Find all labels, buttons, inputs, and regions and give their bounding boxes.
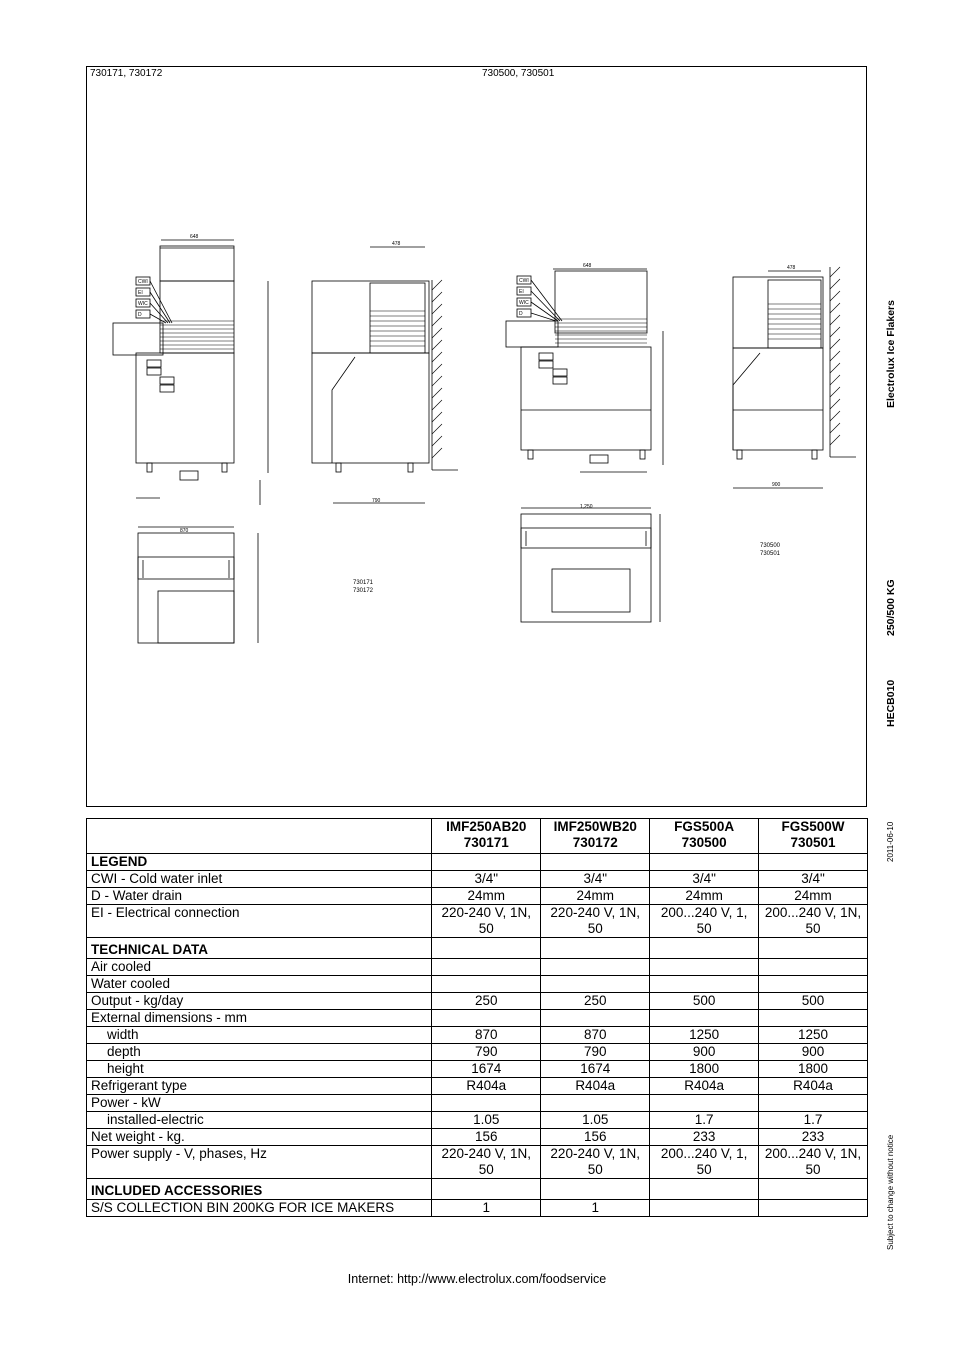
row-value — [432, 959, 541, 976]
row-value: 156 — [432, 1129, 541, 1146]
row-label: Water cooled — [87, 976, 432, 993]
section-empty-cell — [541, 1179, 650, 1200]
spec-table — [86, 818, 868, 1217]
callout-wic: WIC — [138, 301, 148, 307]
model-code: 730172 — [572, 835, 618, 850]
row-label: CWI - Cold water inlet — [87, 871, 432, 888]
row-label: S/S COLLECTION BIN 200KG FOR ICE MAKERS — [87, 1200, 432, 1217]
row-value — [759, 1095, 868, 1112]
table-row — [87, 1095, 868, 1112]
table-row — [87, 888, 868, 905]
row-value: 250 — [541, 993, 650, 1010]
model-header — [650, 819, 759, 854]
row-value: 1674 — [541, 1061, 650, 1078]
row-value: 1250 — [759, 1027, 868, 1044]
row-value: 220-240 V, 1N, 50 — [432, 905, 541, 938]
row-value: R404a — [541, 1078, 650, 1095]
callout-ei-right: EI — [519, 289, 524, 295]
row-value — [759, 1010, 868, 1027]
table-row — [87, 976, 868, 993]
row-label: Power supply - V, phases, Hz — [87, 1146, 432, 1179]
row-value — [650, 1010, 759, 1027]
row-value: 500 — [650, 993, 759, 1010]
section-empty-cell — [759, 938, 868, 959]
row-value: 1.7 — [650, 1112, 759, 1129]
drawing-label-left: 730171 730172 — [353, 580, 374, 594]
row-value: R404a — [650, 1078, 759, 1095]
callout-wic-right: WIC — [519, 300, 529, 306]
row-label: Output - kg/day — [87, 993, 432, 1010]
side-product: Electrolux Ice Flakers — [885, 300, 897, 408]
row-value: 24mm — [541, 888, 650, 905]
row-value: 1800 — [759, 1061, 868, 1078]
row-value: 250 — [432, 993, 541, 1010]
model-header — [759, 819, 868, 854]
section-empty-cell — [759, 1179, 868, 1200]
section-title: TECHNICAL DATA — [87, 938, 432, 959]
row-label: height — [87, 1061, 432, 1078]
table-row — [87, 1112, 868, 1129]
row-value — [432, 1095, 541, 1112]
row-value — [541, 959, 650, 976]
model-name: IMF250WB20 — [553, 819, 637, 834]
row-value: 790 — [541, 1044, 650, 1061]
callout-d: D — [138, 312, 142, 318]
drawing-caption-right: 730500, 730501 — [482, 68, 555, 79]
section-row — [87, 1179, 868, 1200]
section-empty-cell — [432, 1179, 541, 1200]
model-code: 730500 — [681, 835, 727, 850]
row-value — [541, 1095, 650, 1112]
section-empty-cell — [541, 854, 650, 871]
row-value: 790 — [432, 1044, 541, 1061]
section-row — [87, 854, 868, 871]
row-value: 24mm — [759, 888, 868, 905]
row-value — [432, 976, 541, 993]
table-row — [87, 959, 868, 976]
row-label: width — [87, 1027, 432, 1044]
model-name: FGS500A — [674, 819, 735, 834]
section-empty-cell — [432, 938, 541, 959]
row-value — [432, 1010, 541, 1027]
row-value: 200...240 V, 1, 50 — [650, 905, 759, 938]
row-label: depth — [87, 1044, 432, 1061]
row-value: 1 — [541, 1200, 650, 1217]
row-value — [541, 976, 650, 993]
table-row — [87, 871, 868, 888]
left-side-head — [312, 281, 429, 353]
left-plan — [138, 533, 234, 643]
section-empty-cell — [650, 938, 759, 959]
row-value — [650, 959, 759, 976]
model-code: 730171 — [463, 835, 509, 850]
side-notice: Subject to change without notice — [886, 1134, 895, 1250]
model-header — [432, 819, 541, 854]
right-front-head — [555, 271, 647, 333]
dim-right-depth-top: 478 — [787, 265, 796, 271]
drawing-label-right: 730500 730501 — [760, 543, 781, 557]
row-label: Air cooled — [87, 959, 432, 976]
row-value: 900 — [650, 1044, 759, 1061]
section-empty-cell — [759, 854, 868, 871]
row-value: 1800 — [650, 1061, 759, 1078]
section-row — [87, 938, 868, 959]
callout-cwi-right: CWI — [519, 278, 529, 284]
left-front-bin — [136, 353, 234, 463]
row-value: 220-240 V, 1N, 50 — [541, 905, 650, 938]
row-value: 24mm — [432, 888, 541, 905]
row-label: External dimensions - mm — [87, 1010, 432, 1027]
table-row — [87, 1027, 868, 1044]
row-value — [650, 976, 759, 993]
dim-right-side-depth: 900 — [772, 482, 781, 488]
row-value — [650, 1200, 759, 1217]
table-row — [87, 1146, 868, 1179]
row-value: 900 — [759, 1044, 868, 1061]
table-row — [87, 1129, 868, 1146]
model-name: FGS500W — [781, 819, 845, 834]
side-date: 2011-06-10 — [886, 821, 895, 862]
row-value — [759, 959, 868, 976]
row-value: 3/4" — [432, 871, 541, 888]
callout-ei: EI — [138, 290, 143, 296]
model-code: 730501 — [790, 835, 836, 850]
side-code: HECB010 — [885, 679, 897, 727]
table-row — [87, 905, 868, 938]
table-row — [87, 1061, 868, 1078]
footer-url: Internet: http://www.electrolux.com/foodservice — [347, 1272, 607, 1286]
row-label: Refrigerant type — [87, 1078, 432, 1095]
section-empty-cell — [541, 938, 650, 959]
row-value: 1 — [432, 1200, 541, 1217]
row-label: EI - Electrical connection — [87, 905, 432, 938]
row-value — [650, 1095, 759, 1112]
model-header — [541, 819, 650, 854]
row-value: 200...240 V, 1N, 50 — [759, 905, 868, 938]
callout-d-right: D — [519, 311, 523, 317]
right-side-head — [733, 277, 823, 348]
table-row — [87, 1078, 868, 1095]
row-value: 220-240 V, 1N, 50 — [432, 1146, 541, 1179]
row-value — [541, 1010, 650, 1027]
row-value: 1250 — [650, 1027, 759, 1044]
row-label: installed-electric — [87, 1112, 432, 1129]
row-value: 1674 — [432, 1061, 541, 1078]
row-label: Net weight - kg. — [87, 1129, 432, 1146]
section-empty-cell — [432, 854, 541, 871]
row-value: 200...240 V, 1, 50 — [650, 1146, 759, 1179]
drawing-caption-left: 730171, 730172 — [90, 68, 163, 79]
row-value: 156 — [541, 1129, 650, 1146]
row-label: D - Water drain — [87, 888, 432, 905]
callout-cwi: CWI — [138, 279, 148, 285]
row-value — [759, 1200, 868, 1217]
side-model: 250/500 KG — [885, 579, 897, 636]
model-name: IMF250AB20 — [446, 819, 527, 834]
row-value: 200...240 V, 1N, 50 — [759, 1146, 868, 1179]
row-value: 3/4" — [541, 871, 650, 888]
row-value: R404a — [432, 1078, 541, 1095]
dim-left-plan-width: 870 — [180, 528, 189, 534]
row-value: 1.05 — [541, 1112, 650, 1129]
table-row — [87, 993, 868, 1010]
row-value: 1.7 — [759, 1112, 868, 1129]
dim-left-width-top: 648 — [190, 234, 199, 240]
row-value — [759, 976, 868, 993]
right-plan — [521, 514, 651, 622]
dim-right-plan-width: 1,250 — [580, 504, 593, 510]
section-title: INCLUDED ACCESSORIES — [87, 1179, 432, 1200]
header-empty-cell — [87, 819, 432, 854]
table-row — [87, 1044, 868, 1061]
row-value: 870 — [541, 1027, 650, 1044]
row-value: 220-240 V, 1N, 50 — [541, 1146, 650, 1179]
right-front-bin — [521, 347, 651, 450]
row-value: 500 — [759, 993, 868, 1010]
table-row — [87, 1200, 868, 1217]
row-value: 870 — [432, 1027, 541, 1044]
row-value: 1.05 — [432, 1112, 541, 1129]
dim-left-depth-top: 478 — [392, 241, 401, 247]
row-value: 3/4" — [759, 871, 868, 888]
section-title: LEGEND — [87, 854, 432, 871]
row-value: 3/4" — [650, 871, 759, 888]
row-value: 233 — [650, 1129, 759, 1146]
section-empty-cell — [650, 854, 759, 871]
left-front-head — [160, 281, 234, 353]
row-value: 233 — [759, 1129, 868, 1146]
row-label: Power - kW — [87, 1095, 432, 1112]
dim-right-width-top: 648 — [583, 263, 592, 269]
section-empty-cell — [650, 1179, 759, 1200]
row-value: R404a — [759, 1078, 868, 1095]
dim-left-side-depth: 790 — [372, 498, 381, 504]
table-row — [87, 1010, 868, 1027]
table-header-row — [87, 819, 868, 854]
row-value: 24mm — [650, 888, 759, 905]
